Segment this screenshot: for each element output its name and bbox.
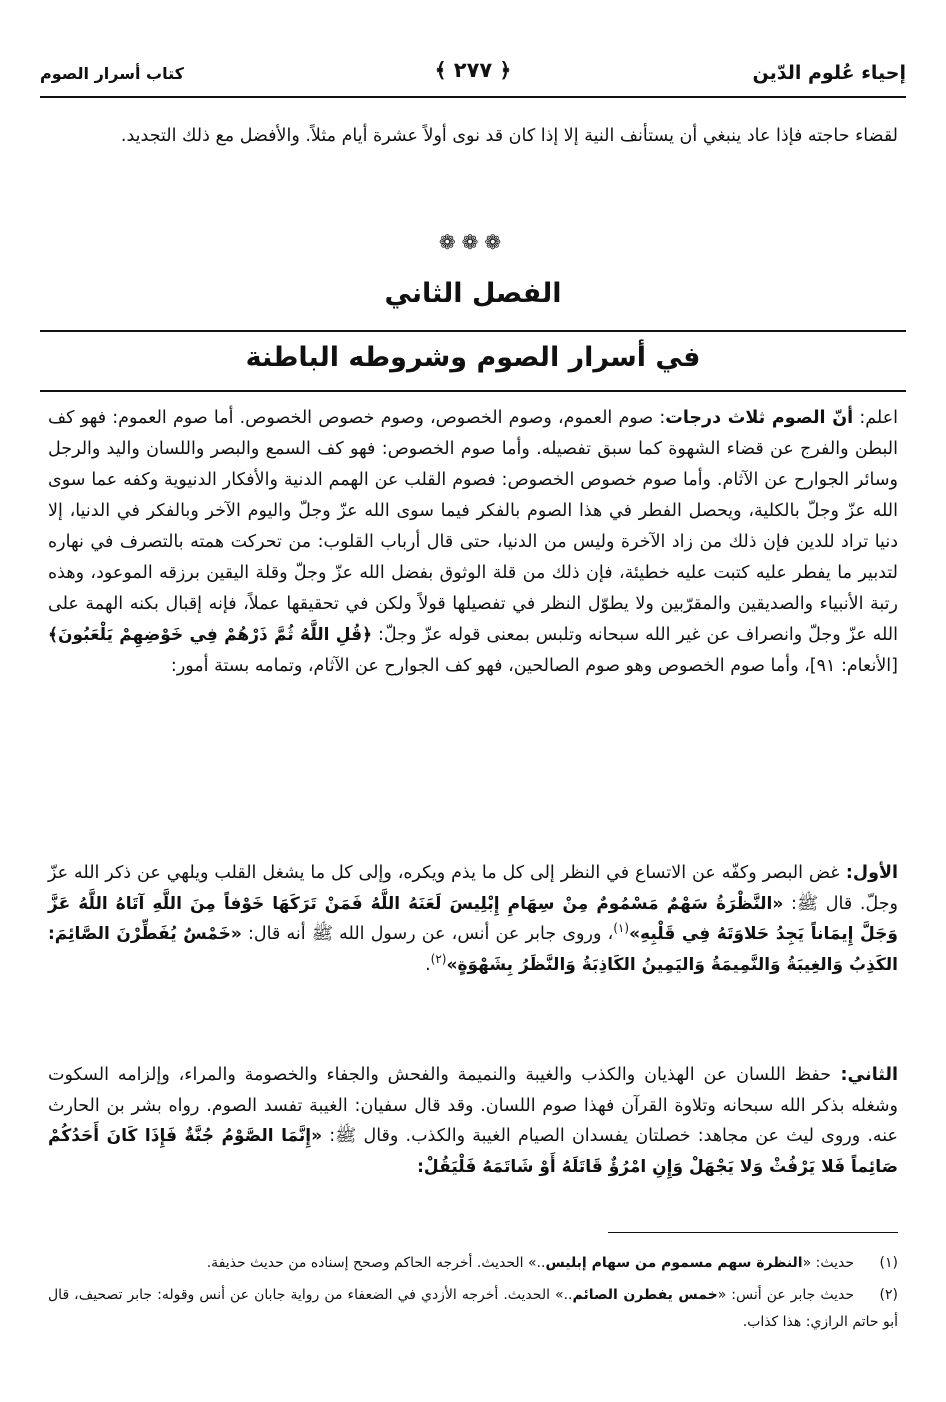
footnote-ref-1: (١) bbox=[613, 921, 630, 936]
footnote-1-text-end: ..» الحديث. أخرجه الحاكم وصحح إسناده من حديث حذيفة. bbox=[206, 1255, 546, 1271]
footnote-2-bold: خمس يفطرن الصائم bbox=[572, 1287, 718, 1303]
p3-text: حفظ اللسان عن الهذيان والكذب والغيبة والنميمة والفحش والجفاء والخصومة والمراء، وإلزامه السكوت وشغله بذكر الله سبحانه وتلاوة القرآن فهذا صوم اللسان. وقد قال سفيان: الغيبة تفسد الصوم. رواه بشر بن الحارث عنه. وروى ليث عن مجاهد: خصلتان يفسدان الصيام الغيبة والكذب. وقال ﷺ: bbox=[48, 1065, 898, 1146]
section-heading: الفصل الثاني bbox=[384, 278, 562, 309]
ornament-left: ﴾ bbox=[434, 58, 447, 82]
section-subheading: في أسرار الصوم وشروطه الباطنة bbox=[245, 342, 701, 373]
footnote-ref-2: (٢) bbox=[430, 951, 447, 966]
p1-text-end: [الأنعام: ٩١]، وأما صوم الخصوص وهو صوم الصالحين، فهو كف الجوارح عن الآثام، وتمامه بستة أمور: bbox=[170, 656, 898, 676]
ornament-right: ﴿ bbox=[499, 58, 512, 82]
book-title: إحياء عُلوم الدّين bbox=[752, 62, 906, 84]
footnote-divider bbox=[608, 1232, 898, 1233]
p1-bold-phrase: أنّ الصوم ثلاث درجات bbox=[665, 408, 854, 428]
footnote-1-bold: النظرة سهم مسموم من سهام إبليس bbox=[545, 1255, 803, 1271]
body-paragraph-1 bbox=[48, 403, 898, 682]
p3-label: الثاني: bbox=[831, 1065, 899, 1085]
p1-lead: اعلم: bbox=[853, 408, 899, 428]
hadith-2: «خَمْسٌ يُفَطِّرْنَ الصَّائِمَ: الكَذِبُ وَالغِيبَةُ وَالنَّمِيمَةُ وَاليَمِينُ الكَاذِبَةُ وَالنَّظَرُ بِشَهْوَةٍ» bbox=[48, 924, 898, 975]
hadith-1: «النَّظْرَةُ سَهْمٌ مَسْمُومٌ مِنْ سِهَامِ إِبْلِيسَ لَعَنَهُ اللَّهُ فَمَنْ تَرَكَهَا خَوْفاً مِنَ اللَّهِ آتَاهُ اللَّهُ عَزَّ وَجَلَّ إِيمَاناً يَجِدُ حَلاوَتَهُ فِي قَلْبِهِ» bbox=[48, 893, 898, 944]
p2-text-2: ، وروى جابر عن أنس، عن رسول الله ﷺ أنه قال: bbox=[241, 924, 614, 944]
footnote-2 bbox=[48, 1282, 898, 1336]
page-header bbox=[40, 58, 906, 98]
separator-ornament: ❁❁❁ bbox=[438, 230, 508, 254]
quran-verse: ﴿قُلِ اللَّهُ ثُمَّ ذَرْهُمْ فِي خَوْضِهِمْ يَلْعَبُونَ﴾ bbox=[48, 625, 373, 645]
section-subheading-box bbox=[40, 330, 906, 392]
footnote-2-num: (٢) bbox=[879, 1287, 898, 1303]
footnote-1 bbox=[48, 1250, 898, 1277]
body-paragraph-3 bbox=[48, 1060, 898, 1182]
p2-text: غض البصر وكفّه عن الاتساع في النظر إلى كل ما يذم ويكره، وإلى كل ما يشغل القلب ويلهي عن ذكر الله عزّ وجلّ. قال ﷺ: bbox=[48, 863, 898, 914]
footnote-2-text-end: ..» الحديث. أخرجه الأزدي في الضعفاء من رواية جابان عن أنس وقوله: جابر تصحيف، قال أبو حاتم الرازي: هذا كذاب. bbox=[48, 1287, 898, 1330]
page-number-value: ٢٧٧ bbox=[453, 58, 493, 82]
header-divider bbox=[40, 96, 906, 98]
body-paragraph-2 bbox=[48, 858, 898, 980]
page-number bbox=[435, 58, 512, 82]
p2-label: الأول: bbox=[839, 863, 898, 883]
p2-end: . bbox=[425, 954, 431, 975]
intro-paragraph: لقضاء حاجته فإذا عاد ينبغي أن يستأنف النية إلا إذا كان قد نوى أولاً عشرة أيام مثلاً. والأفضل مع ذلك التجديد. bbox=[120, 126, 898, 146]
footnote-1-num: (١) bbox=[879, 1255, 898, 1271]
hadith-3: «إِنَّمَا الصَّوْمُ جُنَّةٌ فَإِذَا كَانَ أَحَدُكُمْ صَائِماً فَلا يَرْفُثْ وَلا يَجْهَلْ وَإِنِ امْرُؤٌ قَاتَلَهُ أَوْ شَاتَمَهُ فَلْيَقُلْ: bbox=[48, 1126, 898, 1177]
footnote-1-text: حديث: « bbox=[802, 1255, 854, 1271]
chapter-title: كتاب أسرار الصوم bbox=[40, 64, 184, 83]
p1-text: : صوم العموم، وصوم الخصوص، وصوم خصوص الخصوص. أما صوم العموم: فهو كف البطن والفرج عن قضاء الشهوة كما سبق تفصيله. وأما صوم الخصوص: فهو كف السمع والبصر واللسان واليد والرجل وسائر الجوارح عن الآثام. وأما صوم خصوص الخصوص: فصوم القلب عن الهمم الدنية والأفكار الدنيوية وكفه عما سوى الله عزّ وجلّ بالكلية، ويحصل الفطر في هذا الصوم بالفكر فيما سوى الله عزّ وجلّ واليوم الآخر وبالفكر في الدنيا، إلا دنيا تراد للدين فإن ذلك من زاد الآخرة وليس من الدنيا، حتى قال أرباب القلوب: من تحركت همته بالتصرف في نهاره لتدبير ما يفطر عليه كتبت عليه خطيئة، فإن ذلك من قلة الوثوق بفضل الله عزّ وجلّ وقلة اليقين برزقه الموعود، وهذه رتبة الأنبياء والصديقين والمقرّبين ولا يطوّل النظر في تفصيلها قولاً ولكن في تحقيقها عملاً، فإنه إقبال بكنه الهمة على الله عزّ وجلّ وانصراف عن غير الله سبحانه وتلبس بمعنى قوله عزّ وجلّ: bbox=[48, 408, 898, 645]
footnote-2-text: حديث جابر عن أنس: « bbox=[717, 1287, 854, 1303]
